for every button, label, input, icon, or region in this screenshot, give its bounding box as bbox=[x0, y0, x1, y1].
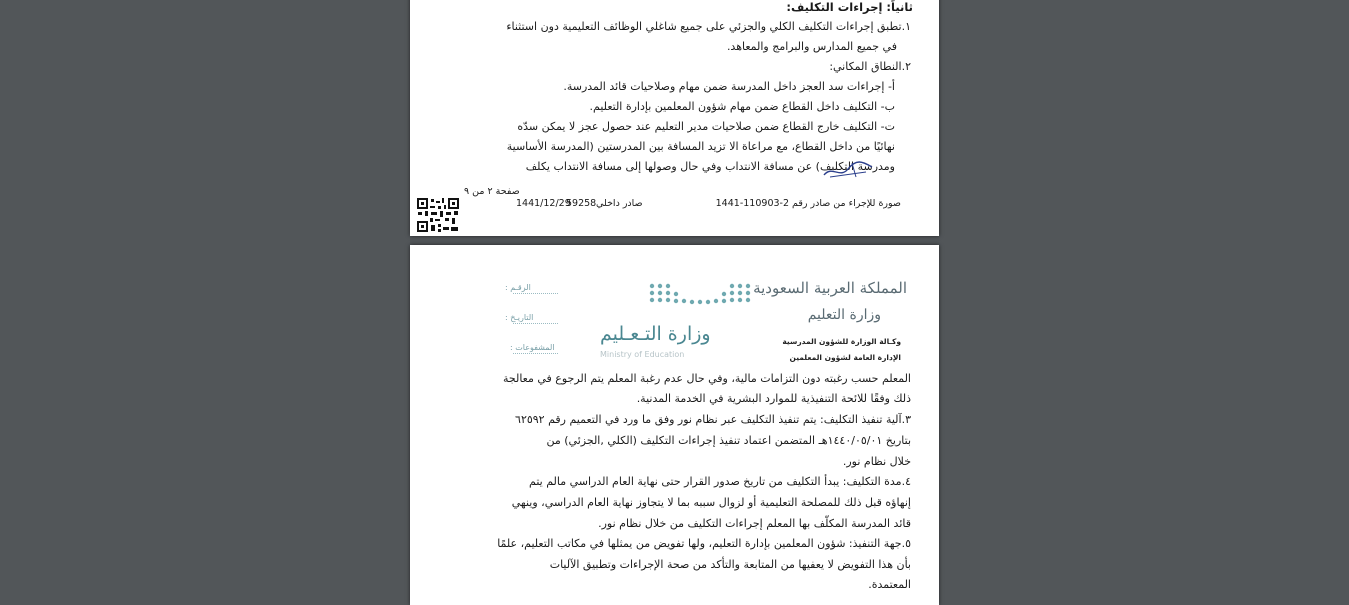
kingdom-title: المملكة العربية السعودية bbox=[753, 279, 907, 297]
text-line: أ- إجراءات سد العجز داخل المدرسة ضمن مهام وصلاحيات قائد المدرسة. bbox=[563, 80, 895, 93]
field-attachments-label: المشفوعات : bbox=[510, 343, 555, 352]
text-line: المعتمدة. bbox=[868, 578, 911, 591]
text-line: ٣.آلية تنفيذ التكليف: يتم تنفيذ التكليف عبر نظام نور وفق ما ورد في التعميم رقم ٦٢٥٩٢ bbox=[515, 413, 911, 426]
text-line: خلال نظام نور. bbox=[842, 455, 911, 468]
field-date-line bbox=[513, 323, 558, 324]
text-line: ٥.جهة التنفيذ: شؤون المعلمين بإدارة التعليم، ولها تفويض من يمثلها في مكاتب التعليم، علمًا bbox=[497, 537, 911, 550]
qr-code-icon bbox=[416, 197, 460, 233]
outgoing-label: صادر داخلي bbox=[596, 198, 643, 209]
field-date-label: التاريـخ : bbox=[505, 313, 534, 322]
field-number-label: الرقـم : bbox=[505, 283, 531, 292]
text-line: ب- التكليف داخل القطاع ضمن مهام شؤون المعلمين بإدارة التعليم. bbox=[589, 100, 895, 113]
signature-icon bbox=[822, 157, 874, 181]
logo-arabic: وزارة التـعـليم bbox=[600, 323, 711, 345]
text-line: ٢.النطاق المكاني: bbox=[829, 60, 911, 73]
field-attachments-line bbox=[513, 353, 558, 354]
ministry-title: وزارة التعليم bbox=[807, 307, 881, 323]
text-line: ومدرسة التكليف) عن مسافة الانتداب وفي حال وصولها إلى مسافة الانتداب يكلف bbox=[525, 160, 895, 173]
department-title: الإدارة العامة لشؤون المعلمين bbox=[789, 353, 901, 362]
text-line: ذلك وفقًا للائحة التنفيذية للموارد البشرية في الخدمة المدنية. bbox=[636, 392, 911, 405]
outgoing-number: 59258 bbox=[566, 198, 597, 209]
field-number-line bbox=[513, 293, 558, 294]
section-heading: ثانياً: إجراءات التكليف: bbox=[786, 0, 913, 14]
ministry-logo-icon bbox=[648, 283, 752, 305]
text-line: المعلم حسب رغبته دون التزامات مالية، وفي حال عدم رغبة المعلم يتم الرجوع في معالجة bbox=[502, 372, 911, 385]
text-line: ت- التكليف خارج القطاع ضمن صلاحيات مدير التعليم عند حصول عجز لا يمكن سدّه bbox=[517, 120, 895, 133]
text-line: في جميع المدارس والبرامج والمعاهد. bbox=[726, 40, 897, 53]
logo-english: Ministry of Education bbox=[600, 350, 685, 359]
text-line: ٤.مدة التكليف: يبدأ التكليف من تاريخ صدور القرار حتى نهاية العام الدراسي مالم يتم bbox=[529, 475, 911, 488]
text-line: بتاريخ ١٤٤٠/٠٥/٠١هـ المتضمن اعتماد تنفيذ إجراءات التكليف (الكلي ,الجزئي) من bbox=[546, 434, 911, 447]
issue-date: 1441/12/29 bbox=[516, 198, 571, 209]
document-page-2 bbox=[410, 245, 939, 605]
deputy-title: وكـالة الوزارة للشؤون المدرسية bbox=[782, 337, 901, 346]
copy-reference: صورة للإجراء من صادر رقم 2-110903-1441 bbox=[715, 198, 901, 209]
document-page-1 bbox=[410, 0, 939, 236]
text-line: بأن هذا التفويض لا يعفيها من المتابعة والتأكد من صحة الإجراءات وتطبيق الآليات bbox=[549, 558, 911, 571]
text-line: نهائيًا من داخل القطاع، مع مراعاة الا تزيد المسافة بين المدرستين (المدرسة الأساسية bbox=[506, 140, 895, 153]
text-line: قائد المدرسة المكلّف بها المعلم إجراءات التكليف من خلال نظام نور. bbox=[598, 517, 911, 530]
text-line: ١.تطبق إجراءات التكليف الكلي والجزئي على جميع شاغلي الوظائف التعليمية دون استثناء bbox=[506, 20, 911, 33]
text-line: إنهاؤه قبل ذلك للمصلحة التعليمية أو لزوال سببه بما لا يتجاوز نهاية العام الدراسي، وينهي bbox=[511, 496, 911, 509]
page-number: صفحة ٢ من ٩ bbox=[464, 186, 520, 197]
